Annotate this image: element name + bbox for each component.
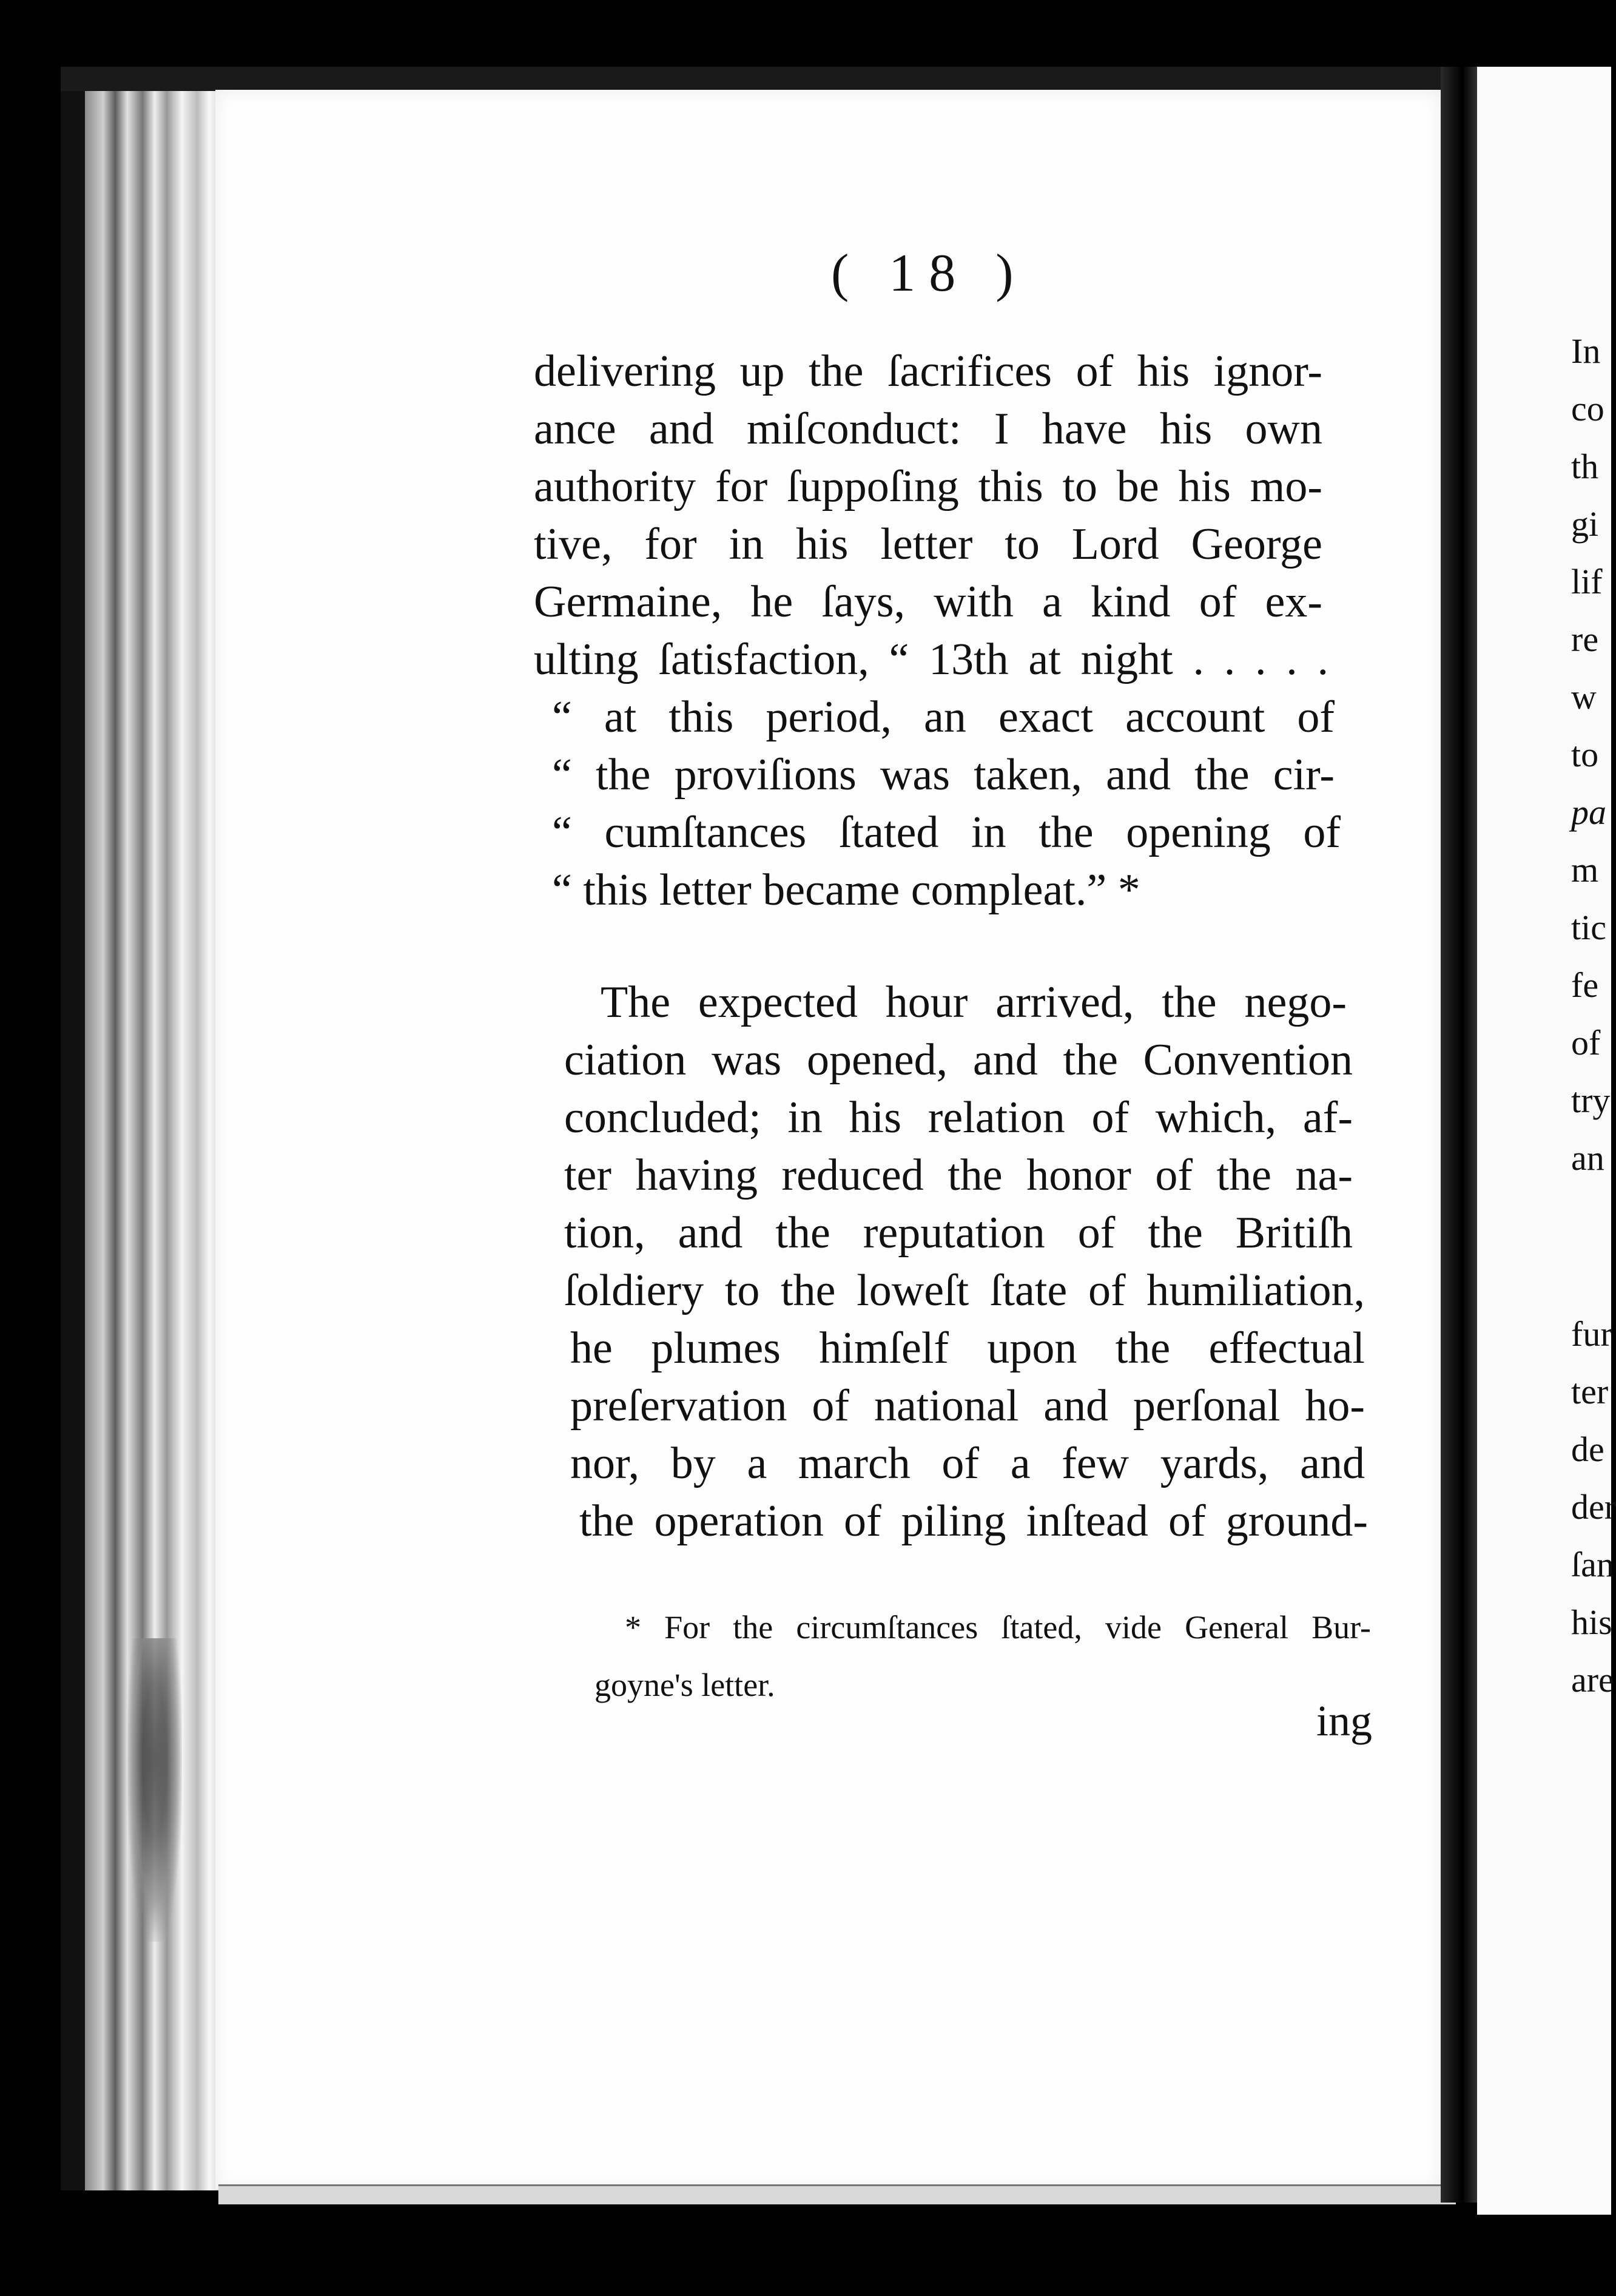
- text-line: “ the proviſions was taken, and the cir-: [552, 750, 1335, 800]
- text-line: preſervation of national and perſonal ho-: [570, 1381, 1365, 1431]
- facing-fragment: of: [1571, 1023, 1601, 1062]
- facing-fragment: ter: [1571, 1372, 1609, 1411]
- facing-fragment: pa: [1571, 792, 1606, 832]
- text-line: Germaine, he ſays, with a kind of ex-: [534, 577, 1322, 627]
- text-line: concluded; in his relation of which, af-: [564, 1093, 1353, 1143]
- facing-fragment: ſan: [1571, 1545, 1614, 1584]
- text-line: tive, for in his letter to Lord George: [534, 519, 1322, 569]
- facing-fragment: fe: [1571, 965, 1599, 1005]
- facing-fragment: tic: [1571, 908, 1606, 947]
- footnote-line: * For the circumſtances ſtated, vide General Bur-: [625, 1609, 1371, 1646]
- facing-fragment: try: [1571, 1081, 1611, 1120]
- binding-stitch-mark: [127, 1638, 182, 1942]
- facing-fragment: fur: [1571, 1314, 1612, 1354]
- book-top-edge: [61, 67, 1456, 91]
- facing-fragment: In: [1571, 331, 1601, 371]
- text-line: ulting ſatisfaction, “ 13th at night . . . . .: [534, 635, 1328, 684]
- book-gutter: [1441, 67, 1477, 2203]
- text-line: ſoldiery to the loweſt ſtate of humiliation,: [564, 1266, 1365, 1315]
- text-line: ciation was opened, and the Convention: [564, 1035, 1353, 1085]
- text-line: “ at this period, an exact account of: [552, 692, 1335, 742]
- facing-fragment: gi: [1571, 504, 1599, 544]
- catchword: ing: [1316, 1697, 1373, 1745]
- facing-fragment: der: [1571, 1487, 1616, 1527]
- page-number: ( 18 ): [831, 244, 1027, 303]
- facing-fragment: co: [1571, 389, 1604, 428]
- facing-fragment: to: [1571, 735, 1599, 774]
- text-line: The expected hour arrived, the nego-: [601, 977, 1347, 1027]
- facing-fragment: an: [1571, 1138, 1604, 1178]
- facing-fragment: re: [1571, 620, 1599, 659]
- text-line: “ this letter became compleat.” *: [552, 865, 1140, 915]
- text-line: ter having reduced the honor of the na-: [564, 1150, 1353, 1200]
- text-line: authority for ſuppoſing this to be his mo-: [534, 462, 1322, 512]
- facing-fragment: th: [1571, 447, 1599, 486]
- text-line: he plumes himſelf upon the effectual: [570, 1323, 1365, 1373]
- facing-fragment: w: [1571, 677, 1597, 717]
- text-line: ance and miſconduct: I have his own: [534, 404, 1322, 454]
- facing-fragment: lif: [1571, 562, 1603, 601]
- text-line: tion, and the reputation of the Britiſh: [564, 1208, 1353, 1258]
- text-line: nor, by a march of a few yards, and: [570, 1439, 1365, 1488]
- facing-fragment: de: [1571, 1430, 1604, 1469]
- text-line: the operation of piling inſtead of ground-: [579, 1496, 1368, 1546]
- page-bottom-edge: [218, 2184, 1456, 2204]
- facing-fragment: are: [1571, 1660, 1614, 1700]
- footnote-line: goyne's letter.: [594, 1667, 775, 1703]
- facing-fragment: his: [1571, 1602, 1612, 1642]
- text-line: “ cumſtances ſtated in the opening of: [552, 808, 1341, 857]
- text-line: delivering up the ſacrifices of his ignor-: [534, 346, 1322, 396]
- facing-fragment: m: [1571, 850, 1599, 890]
